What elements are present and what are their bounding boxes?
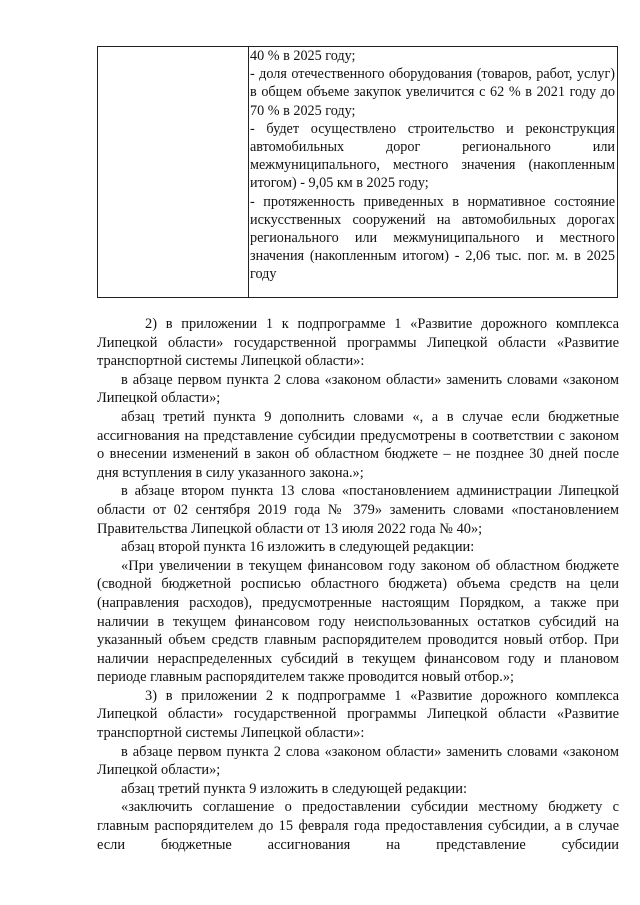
paragraph-2-1: в абзаце первом пункта 2 слова «законом области» заменить словами «законом Липецкой области»; <box>97 371 619 407</box>
paragraph-2-3: в абзаце втором пункта 13 слова «постановлением администрации Липецкой области от 02 сентября 2019 года № 379» заменить словами «постановлением Правительства Липецкой области от 13 июля 2022 года № 40»; <box>97 483 619 537</box>
quoted-paragraph-16: «При увеличении в текущем финансовом году законом об областном бюджете (сводной бюджетной росписью областного бюджета) объема средств на цели (направления расходов), предусмотренные настоящим Порядком, а также при наличии в текущем финансовом году неиспользованных остатков субсидий на указанный объем средств главным распорядителем проводится новый отбор. При наличии нераспределенных субсидий в текущем финансовом году и плановом периоде главным распорядителем также проводится новый отбор.»; <box>97 557 619 686</box>
paragraph-3-1: в абзаце первом пункта 2 слова «законом области» заменить словами «законом Липецкой области»; <box>97 743 619 779</box>
paragraph-item-3: 3) в приложении 2 к подпрограмме 1 «Развитие дорожного комплекса Липецкой области» государственной программы Липецкой области «Развитие транспортной системы Липецкой области»: <box>97 687 619 742</box>
table-line-2: - доля отечественного оборудования (товаров, работ, услуг) в общем объеме закупок увеличится с 62 % в 2021 году до 70 % в 2025 году; <box>250 66 615 119</box>
table-line-3: - будет осуществлено строительство и реконструкция автомобильных дорог регионального или межмуниципального, местного значения (накопленным итогом) - 9,05 км в 2025 году; <box>250 120 615 192</box>
table-column-divider <box>248 47 249 297</box>
table-cell-indicators <box>250 47 615 284</box>
table-line-4: - протяженность приведенных в нормативное состояние искусственных сооружений на автомобильных дорогах регионального или межмуниципального и местного значения (накопленным итогом) - 2,06 тыс. пог. м. в 2025 году <box>250 193 615 283</box>
paragraph-2-2: абзац третий пункта 9 дополнить словами «, а в случае если бюджетные ассигнования на представление субсидии предусмотрены в соответствии с законом о внесении изменений в закон об областном бюджете – не позднее 30 дней после дня вступления в силу указанного закона.»; <box>97 408 619 481</box>
table-line-1: 40 % в 2025 году; <box>250 48 356 64</box>
quoted-paragraph-9: «заключить соглашение о предоставлении субсидии местному бюджету с главным распорядителем до 15 февраля года предоставления субсидии, а в случае если бюджетные ассигнования на представление субсидии <box>97 799 619 853</box>
indicators-table <box>97 46 618 298</box>
document-body <box>97 315 619 854</box>
paragraph-3-2: абзац третий пункта 9 изложить в следующей редакции: <box>121 780 467 797</box>
paragraph-2-4: абзац второй пункта 16 изложить в следующей редакции: <box>121 539 475 556</box>
paragraph-item-2: 2) в приложении 1 к подпрограмме 1 «Развитие дорожного комплекса Липецкой области» государственной программы Липецкой области «Развитие транспортной системы Липецкой области»: <box>97 316 619 370</box>
